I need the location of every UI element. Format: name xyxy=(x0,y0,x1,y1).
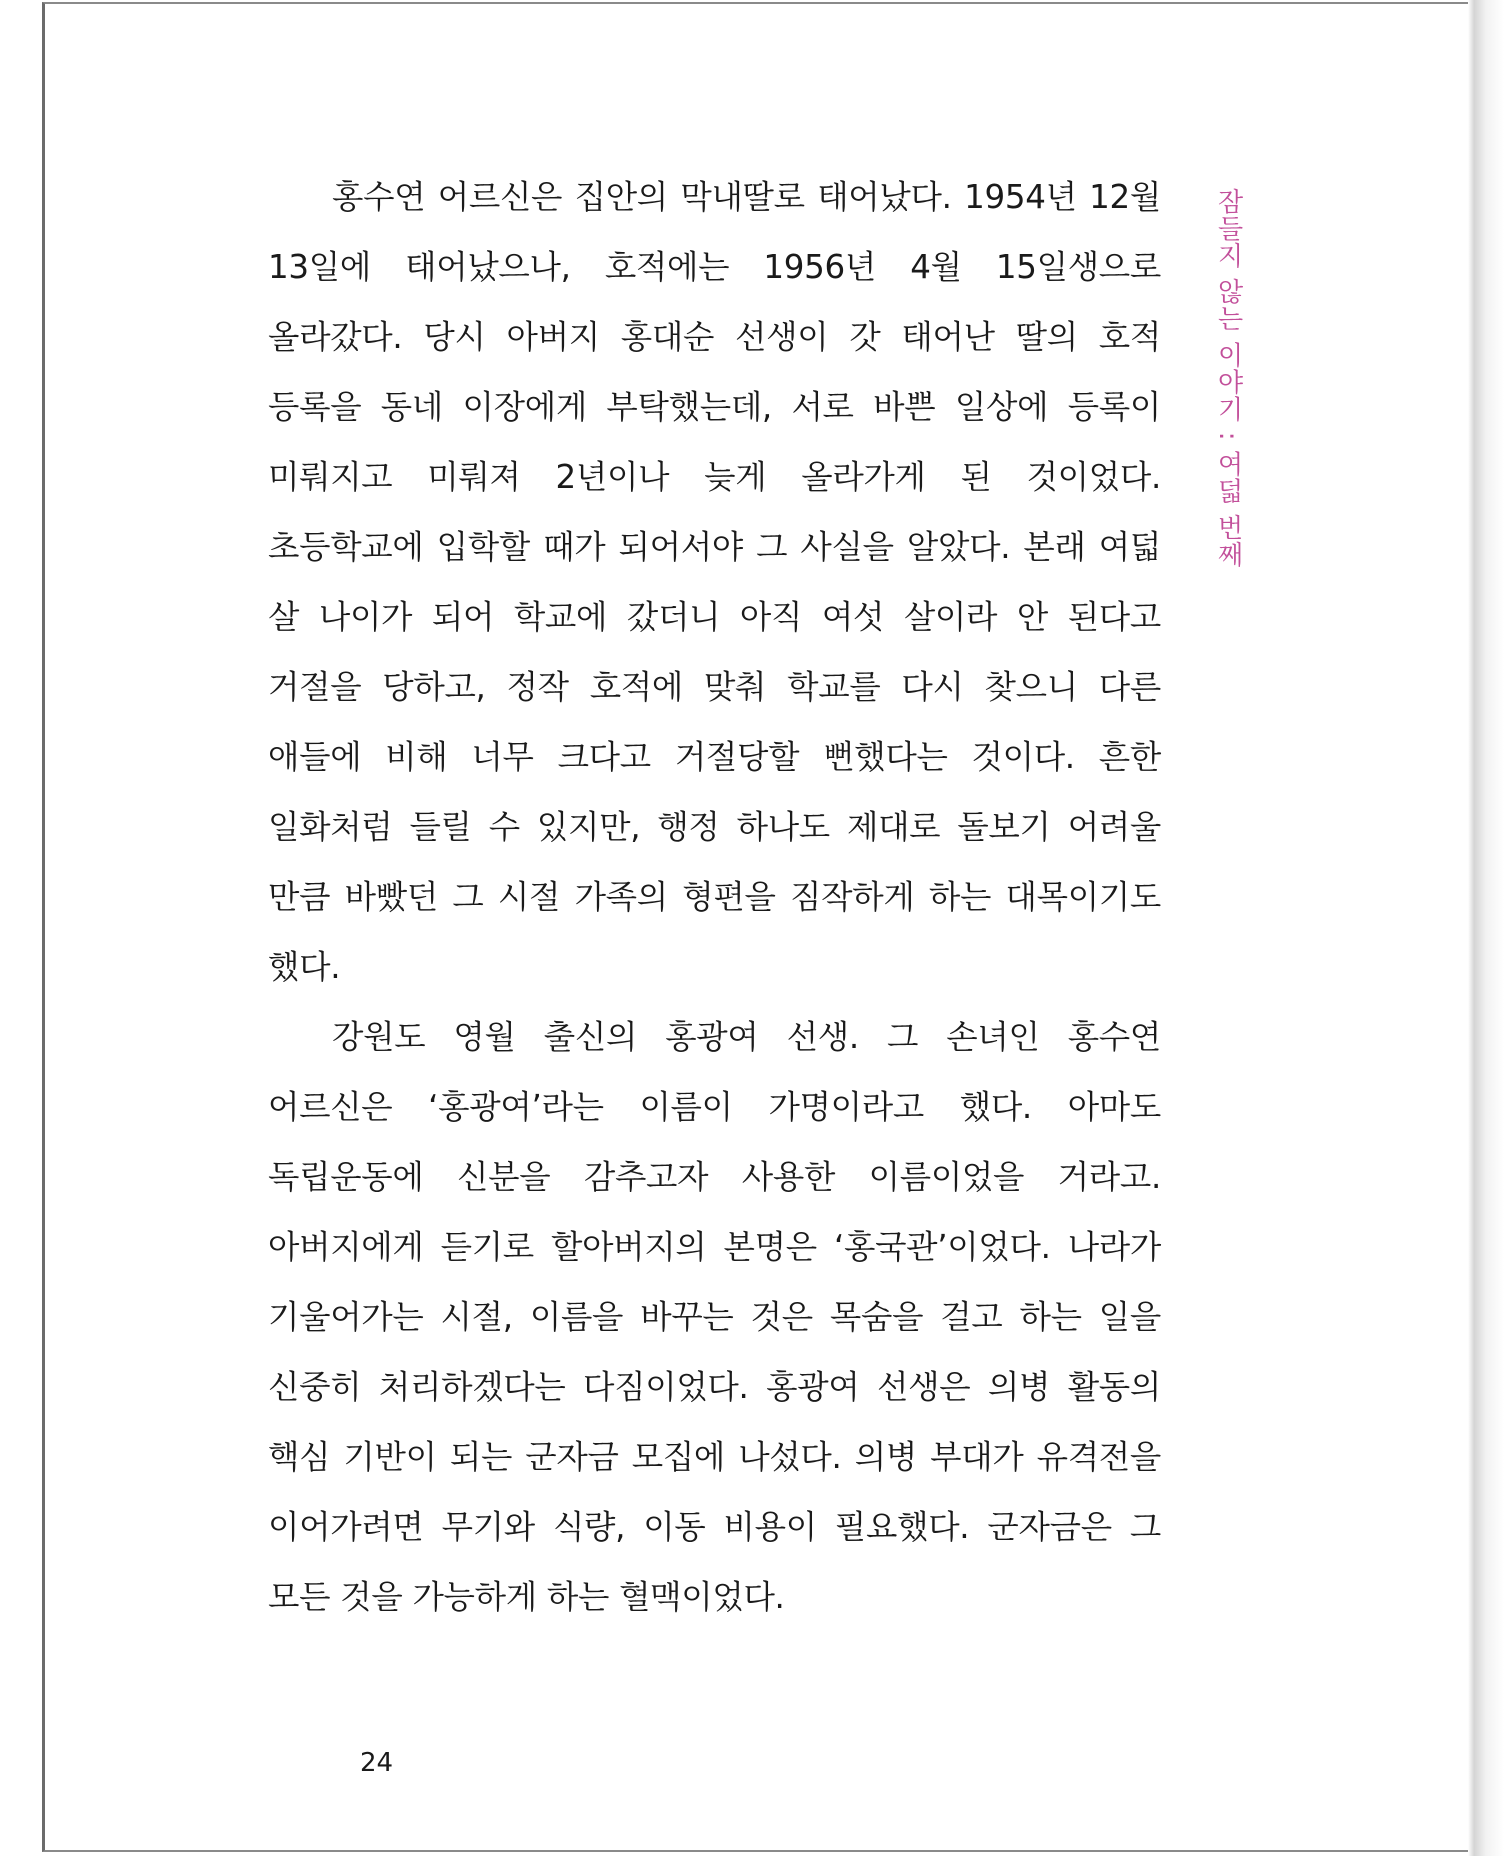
running-header-title: 잠들지 않는 이야기 : 여덟 번째 xyxy=(1213,188,1243,569)
body-text xyxy=(268,162,1161,1632)
paragraph-1: 홍수연 어르신은 집안의 막내딸로 태어났다. 1954년 12월 13일에 태어났으나, 호적에는 1956년 4월 15일생으로 올라갔다. 당시 아버지 홍대순 선생이 갓 태어난 딸의 호적 등록을 동네 이장에게 부탁했는데, 서로 바쁜 일상에 등록이 미뤄지고 미뤄져 2년이나 늦게 올라가게 된 것이었다. 초등학교에 입학할 때가 되어서야 그 사실을 알았다. 본래 여덟 살 나이가 되어 학교에 갔더니 아직 여섯 살이라 안 된다고 거절을 당하고, 정작 호적에 맞춰 학교를 다시 찾으니 다른 애들에 비해 너무 크다고 거절당할 뻔했다는 것이다. 흔한 일화처럼 들릴 수 있지만, 행정 하나도 제대로 돌보기 어려울 만큼 바빴던 그 시절 가족의 형편을 짐작하게 하는 대목이기도 했다. xyxy=(268,178,1161,986)
paragraph-2: 강원도 영월 출신의 홍광여 선생. 그 손녀인 홍수연 어르신은 ‘홍광여’라는 이름이 가명이라고 했다. 아마도 독립운동에 신분을 감추고자 사용한 이름이었을 거라고. 아버지에게 듣기로 할아버지의 본명은 ‘홍국관’이었다. 나라가 기울어가는 시절, 이름을 바꾸는 것은 목숨을 걸고 하는 일을 신중히 처리하겠다는 다짐이었다. 홍광여 선생은 의병 활동의 핵심 기반이 되는 군자금 모집에 나섰다. 의병 부대가 유격전을 이어가려면 무기와 식량, 이동 비용이 필요했다. 군자금은 그 모든 것을 가능하게 하는 혈맥이었다. xyxy=(268,1018,1161,1616)
page-number: 24 xyxy=(360,1748,394,1778)
page-shadow xyxy=(1474,0,1504,1856)
